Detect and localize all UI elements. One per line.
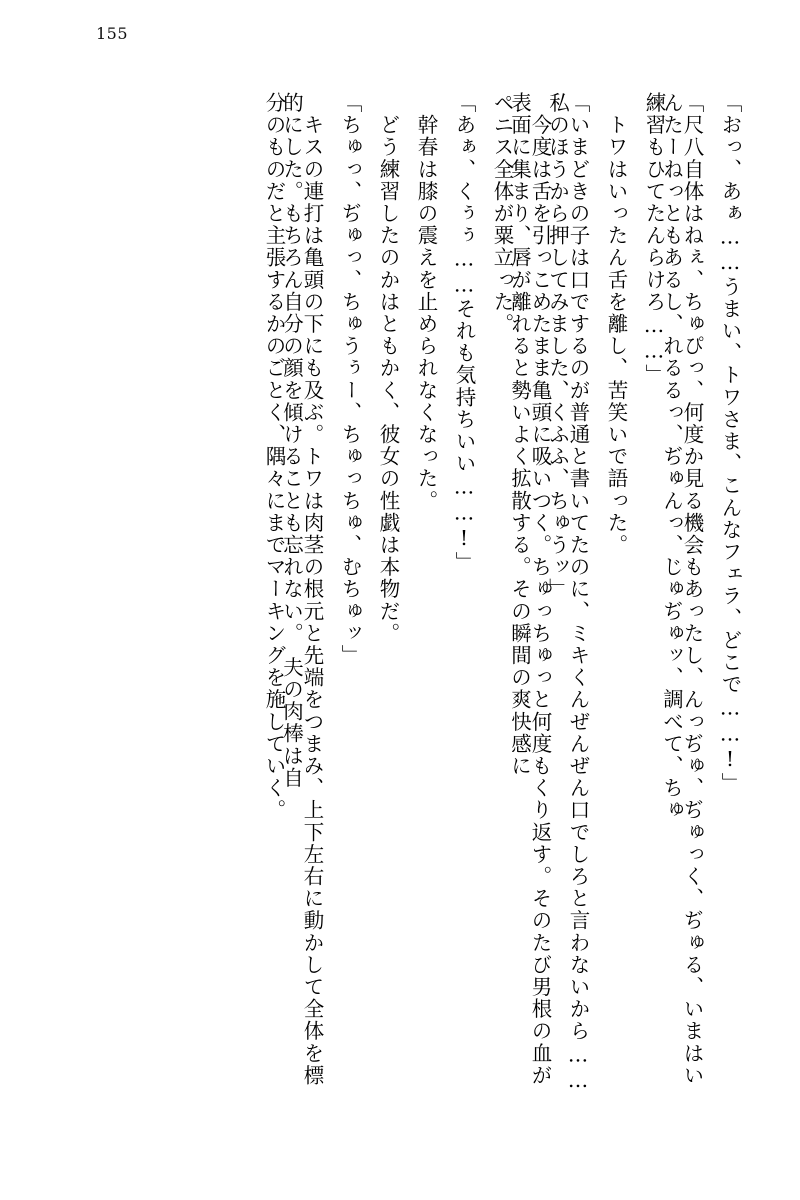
text-column: 分のものだと主張するかのごとく、隅々にまでマーキングを施していく。 bbox=[262, 92, 286, 822]
text-column: 練習もひてたんらけろ……」 bbox=[642, 92, 666, 387]
vertical-text-block bbox=[56, 92, 740, 1102]
text-column: 「尺八自体はねぇ、ちゅぴっ、何度か見る機会もあったし、んっぢゅ、ぢゅっく、ぢゅる、いまはいんたーねっともあるし、れるるっ、ぢゅんっ、じゅぢゅッ、調べて、ちゅ bbox=[659, 92, 704, 1087]
text-column: ペニス全体が粟立った。 bbox=[490, 92, 514, 336]
text-column: キスの連打は亀頭の下にも及ぶ。トワは肉茎の根元と先端をつまみ、上下左右に動かして全体を標的にした。もちろん自分の顔を傾けることも忘れない。 夫の肉棒は自 bbox=[279, 92, 324, 1087]
text-column: 「いまどきの子は口でするのが普通と書いてたのに、ミキくんぜんぜん口でしろと言わないから……私のほうから押してみました、くふふ、ちゅうッ」 bbox=[545, 92, 590, 1094]
page-number: 155 bbox=[96, 24, 129, 43]
text-column: 「ちゅっ、ぢゅっ、ちゅうぅー、ちゅっちゅ、むちゅッ」 bbox=[338, 92, 362, 667]
text-column: どう練習したのかはともかく、彼女の性戯は本物だ。 bbox=[376, 92, 400, 645]
text-column: 今度は舌を引っこめたまま亀頭に吸いつく。ちゅっちゅっと何度もくり返す。そのたび男根の血が表面に集まり、唇が離れると勢いよく拡散する。その瞬間の爽快感に bbox=[507, 92, 552, 1087]
text-column: 幹春は膝の震えを止められなくなった。 bbox=[414, 92, 438, 512]
text-column: 「あぁ、くぅぅ……それも気持ちいい……!」 bbox=[452, 92, 476, 574]
text-column: トワはいったん舌を離し、苦笑いで語った。 bbox=[604, 92, 628, 557]
text-column: 「おっ、あぁ……うまい、トワさま、こんなフェラ、どこで……!」 bbox=[718, 92, 742, 795]
